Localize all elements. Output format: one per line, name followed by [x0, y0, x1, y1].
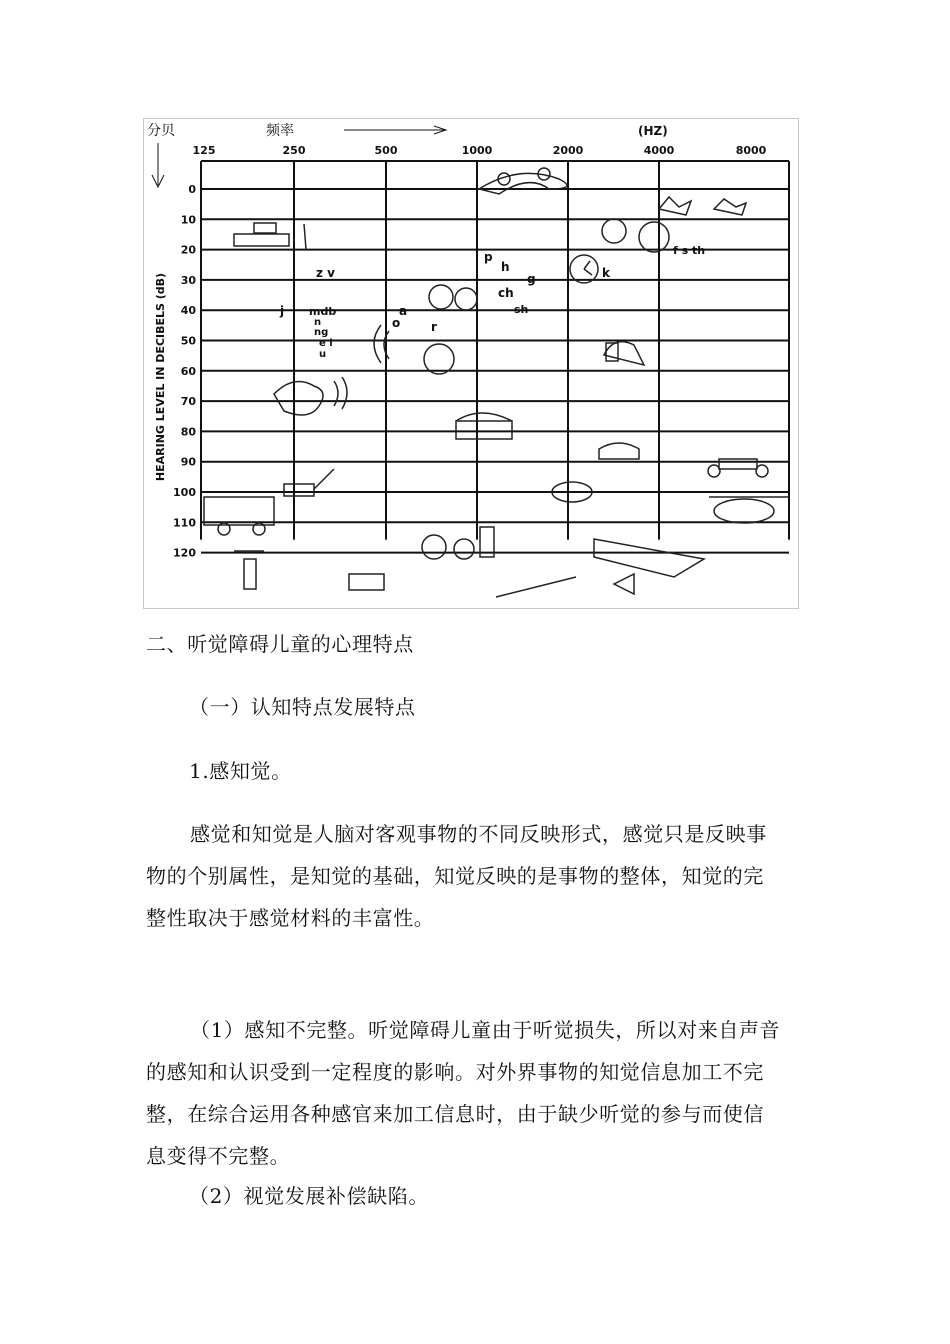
airplane-icon — [594, 539, 704, 577]
phoneme-label: h — [501, 260, 510, 274]
item-heading: 1.感知觉。 — [189, 759, 292, 783]
phoneme-label: sh — [514, 303, 529, 316]
phoneme-label: mdb — [309, 305, 337, 318]
rock-band-icon — [422, 527, 494, 559]
phoneme-label: j — [280, 304, 285, 318]
phoneme-label: n — [314, 317, 322, 328]
audiogram-figure — [143, 118, 799, 609]
paragraph-incomplete-perception — [146, 1009, 810, 1177]
decibel-tick: 100 — [173, 486, 196, 499]
phoneme-label: u — [319, 349, 327, 360]
paragraph-perception — [146, 813, 810, 939]
decibel-tick: 70 — [180, 395, 196, 409]
frequency-tick: 8000 — [735, 144, 767, 157]
birds-icon — [659, 197, 746, 215]
decibel-tick-labels — [173, 183, 196, 560]
sound-illustrations — [204, 168, 789, 597]
decibel-tick: 40 — [180, 304, 196, 318]
phoneme-label: e l — [319, 338, 333, 349]
decibel-tick: 110 — [173, 516, 196, 530]
clock-ticking-icon — [570, 255, 598, 283]
frequency-tick-labels — [193, 144, 767, 157]
talking-people-icon — [429, 285, 477, 310]
dripping-faucet-icon — [234, 223, 306, 249]
phoneme-label: o — [392, 316, 401, 330]
paragraph-line: 息变得不完整。 — [146, 1144, 291, 1168]
paragraph-line: 整，在综合运用各种感官来加工信息时，由于缺少听觉的参与而使信 — [146, 1102, 764, 1126]
y-axis-title: HEARING LEVEL IN DECIBELS (dB) — [154, 272, 167, 482]
phoneme-label: ng — [314, 327, 329, 338]
truck-icon — [204, 497, 274, 535]
decibel-tick: 60 — [180, 364, 196, 378]
paragraph-line: 感觉和知觉是人脑对客观事物的不同反映形式，感觉只是反映事 — [190, 822, 767, 846]
frequency-tick: 1000 — [461, 144, 493, 157]
piano-icon — [456, 413, 512, 439]
barking-dog-icon — [274, 377, 347, 415]
frequency-tick: 2000 — [552, 144, 584, 157]
frequency-tick: 250 — [282, 144, 306, 157]
section-heading: 二、听觉障碍儿童的心理特点 — [146, 632, 414, 656]
frequency-tick: 125 — [192, 144, 216, 157]
lawnmower-icon — [604, 342, 644, 365]
lawn-tool-icon — [349, 574, 384, 590]
paragraph-line: （1）感知不完整。听觉障碍儿童由于听觉损失，所以对来自声音 — [190, 1018, 781, 1042]
phoneme-label: ch — [498, 286, 514, 300]
decibel-tick: 10 — [180, 213, 196, 227]
paragraph-line: 整性取决于感觉材料的丰富性。 — [146, 906, 435, 930]
decibel-tick: 80 — [180, 425, 196, 439]
leaves-rustling-icon — [479, 168, 567, 194]
decibel-tick: 50 — [180, 334, 196, 348]
phoneme-labels — [279, 244, 705, 360]
decibel-arrow-icon — [152, 143, 164, 187]
decibel-tick: 0 — [188, 183, 196, 196]
paragraph-line: 的感知和认识受到一定程度的影响。对外界事物的知觉信息加工不完 — [146, 1060, 764, 1084]
item2-heading: （2）视觉发展补偿缺陷。 — [189, 1184, 429, 1208]
frequency-arrow-icon — [344, 126, 446, 134]
decibel-label: 分贝 — [147, 123, 175, 139]
phoneme-label: f s th — [673, 244, 706, 257]
decibel-tick: 20 — [180, 243, 196, 257]
audiogram-grid — [201, 161, 789, 553]
telephone-ringing-icon — [599, 443, 639, 459]
phoneme-label: z v — [316, 266, 335, 280]
jackhammer-icon — [234, 551, 264, 589]
frequency-label: 频率 — [266, 123, 294, 139]
phoneme-label: r — [431, 320, 437, 334]
subsection-heading: （一）认知特点发展特点 — [189, 695, 416, 719]
paragraph-line: 物的个别属性，是知觉的基础，知觉反映的是事物的整体，知觉的完 — [146, 864, 764, 888]
frequency-tick: 4000 — [643, 144, 675, 157]
helicopter-icon — [709, 497, 789, 523]
audiogram-chart — [144, 119, 800, 610]
decibel-tick: 120 — [173, 546, 196, 560]
phoneme-label: g — [527, 272, 536, 286]
decibel-tick: 90 — [180, 455, 196, 469]
phoneme-label: k — [602, 266, 610, 280]
frequency-tick: 500 — [374, 144, 398, 157]
decibel-tick: 30 — [180, 273, 196, 287]
siren-icon — [614, 574, 634, 594]
phoneme-label: p — [484, 250, 493, 264]
unit-label: (HZ) — [638, 124, 668, 138]
phoneme-label: a — [399, 304, 408, 318]
rifle-shot-icon — [496, 577, 576, 597]
